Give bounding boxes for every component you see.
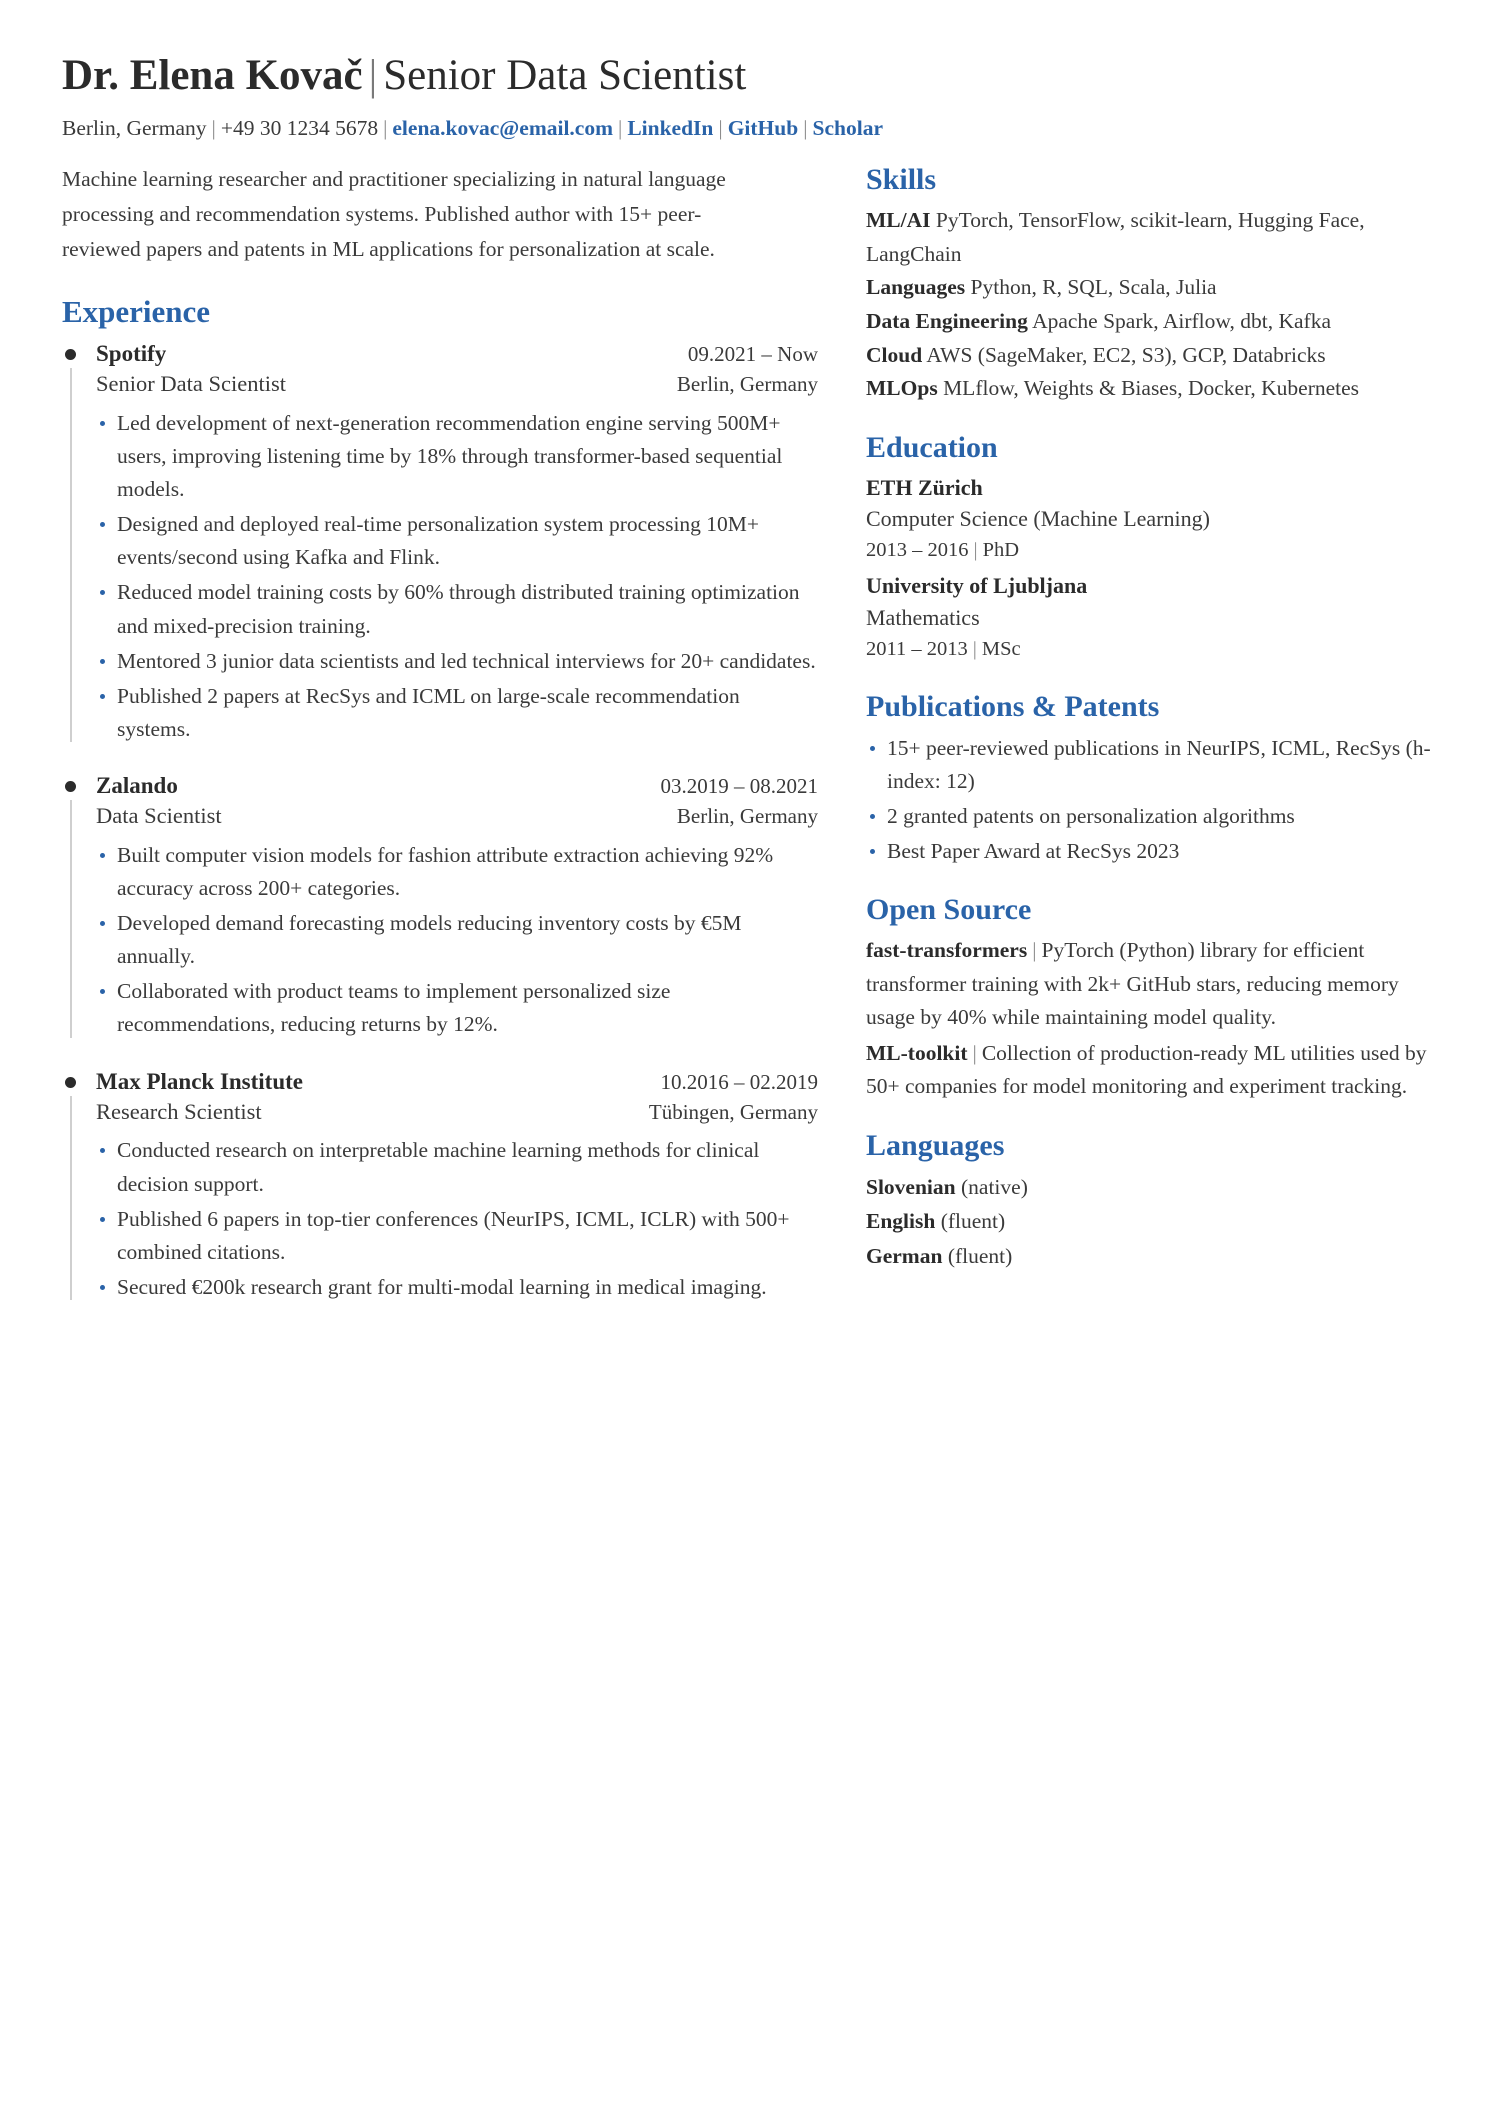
resume-body [62, 162, 1431, 1328]
skill-group [866, 372, 1452, 406]
open-source-list [866, 934, 1452, 1104]
title-separator: | [368, 52, 378, 99]
education-item [866, 570, 1452, 665]
section-title-experience: Experience [62, 293, 211, 329]
right-column [852, 162, 1452, 1273]
experience-item [62, 1066, 818, 1304]
experience-list [62, 338, 818, 1304]
education-school: ETH Zürich [866, 474, 983, 500]
linkedin-link[interactable]: LinkedIn [627, 116, 714, 141]
job-organization: Max Planck Institute [96, 1068, 303, 1094]
job-location: Berlin, Germany [676, 372, 818, 397]
page-title [62, 52, 1425, 100]
education-school: University of Ljubljana [866, 573, 1088, 599]
candidate-title: Senior Data Scientist [383, 52, 747, 99]
publication-item: Best Paper Award at RecSys 2023 [866, 835, 1452, 868]
job-role: Senior Data Scientist [96, 371, 286, 397]
job-bullet-list [96, 839, 818, 1042]
job-header-row [96, 338, 818, 369]
contact-location: Berlin, Germany [62, 116, 207, 141]
job-bullet: Secured €200k research grant for multi-modal learning in medical imaging. [96, 1271, 818, 1304]
job-organization: Spotify [96, 341, 167, 367]
job-dates: 09.2021 – Now [687, 342, 818, 367]
job-bullet: Published 2 papers at RecSys and ICML on large-scale recommendation systems. [96, 680, 818, 746]
skills-list [866, 204, 1452, 405]
education-level: MSc [981, 637, 1021, 660]
skill-group-label: Languages [866, 275, 966, 300]
job-bullet: Developed demand forecasting models reducing inventory costs by €5M annually. [96, 907, 818, 973]
open-source-description: PyTorch (Python) library for efficient transformer training with 2k+ GitHub stars, reducing memory usage by 40% while maintaining model quality. [866, 938, 1399, 1030]
job-subheader-row [96, 1097, 818, 1128]
section-title-languages: Languages [866, 1128, 1005, 1162]
job-header-row [96, 1066, 818, 1097]
language-item [866, 1239, 1452, 1273]
open-source-item [866, 934, 1452, 1035]
education-years: 2013 – 2016 [866, 539, 969, 562]
job-header-row [96, 770, 818, 801]
job-location: Tübingen, Germany [648, 1099, 818, 1124]
open-source-separator: | [972, 1040, 977, 1065]
education-meta [866, 634, 1452, 665]
education-item [866, 472, 1452, 567]
job-bullet: Published 6 papers in top-tier conferences (NeurIPS, ICML, ICLR) with 500+ combined citations. [96, 1203, 818, 1269]
language-name: Slovenian [866, 1174, 956, 1199]
job-bullet: Mentored 3 junior data scientists and led technical interviews for 20+ candidates. [96, 645, 818, 678]
skill-group-label: MLOps [866, 376, 938, 401]
job-bullet: Designed and deployed real-time personalization system processing 10M+ events/second using Kafka and Flink. [96, 508, 818, 574]
skill-group-value: AWS (SageMaker, EC2, S3), GCP, Databricks [926, 342, 1326, 367]
skill-group-value: Python, R, SQL, Scala, Julia [970, 275, 1217, 300]
job-subheader-row [96, 369, 818, 400]
education-degree: Mathematics [866, 605, 980, 631]
job-bullet-list [96, 1134, 818, 1304]
education-degree: Computer Science (Machine Learning) [866, 506, 1210, 532]
education-years: 2011 – 2013 [866, 637, 968, 660]
contact-phone: +49 30 1234 5678 [220, 116, 379, 141]
left-column [62, 162, 852, 1328]
skill-group-value: MLflow, Weights & Biases, Docker, Kubernetes [943, 376, 1360, 401]
open-source-description: Collection of production-ready ML utilities used by 50+ companies for model monitoring and experiment tracking. [866, 1040, 1427, 1099]
language-level: (native) [961, 1174, 1028, 1199]
job-dates: 03.2019 – 08.2021 [660, 774, 818, 799]
job-dates: 10.2016 – 02.2019 [660, 1069, 818, 1094]
education-list [866, 472, 1452, 665]
skill-group-value: Apache Spark, Airflow, dbt, Kafka [1032, 309, 1331, 333]
skill-group [866, 339, 1452, 373]
language-item [866, 1204, 1452, 1238]
publication-item: 15+ peer-reviewed publications in NeurIPS, ICML, RecSys (h-index: 12) [866, 732, 1452, 798]
skill-group-value: PyTorch, TensorFlow, scikit-learn, Hugging Face, LangChain [866, 208, 1365, 266]
job-bullet-list [96, 407, 818, 746]
job-bullet: Collaborated with product teams to implement personalized size recommendations, reducing returns by 12%. [96, 975, 818, 1041]
job-role: Data Scientist [96, 803, 222, 829]
section-title-open-source: Open Source [866, 893, 1032, 927]
publication-item: 2 granted patents on personalization algorithms [866, 800, 1452, 833]
section-title-publications: Publications & Patents [866, 689, 1160, 723]
skill-group-label: Cloud [866, 342, 923, 367]
skill-group-label: ML/AI [866, 208, 931, 233]
languages-list [866, 1170, 1452, 1273]
contact-email-link[interactable]: elena.kovac@email.com [392, 116, 614, 141]
job-organization: Zalando [96, 773, 178, 799]
open-source-separator: | [1032, 938, 1037, 963]
education-separator: | [973, 539, 978, 562]
section-title-education: Education [866, 430, 998, 464]
contact-separator: | [618, 116, 623, 141]
job-bullet: Reduced model training costs by 60% through distributed training optimization and mixed-precision training. [96, 576, 818, 642]
resume-header [62, 52, 1425, 144]
job-bullet: Led development of next-generation recommendation engine serving 500M+ users, improving listening time by 18% through transformer-based sequential models. [96, 407, 818, 506]
open-source-name: ML-toolkit [866, 1040, 968, 1065]
contact-separator: | [803, 116, 808, 141]
skill-group [866, 204, 1452, 271]
education-separator: | [972, 637, 977, 660]
summary-paragraph: Machine learning researcher and practitioner specializing in natural language processing and recommendation systems. Published author with 15+ peer-reviewed papers and patents in ML applications for personalization at scale. [62, 167, 726, 262]
job-role: Research Scientist [96, 1098, 262, 1124]
job-bullet: Built computer vision models for fashion attribute extraction achieving 92% accuracy across 200+ categories. [96, 839, 818, 905]
language-level: (fluent) [940, 1209, 1006, 1234]
open-source-item [866, 1037, 1452, 1104]
language-name: English [866, 1209, 936, 1234]
contact-separator: | [718, 116, 723, 141]
language-name: German [866, 1243, 943, 1268]
experience-item [62, 770, 818, 1042]
job-bullet: Conducted research on interpretable machine learning methods for clinical decision support. [96, 1134, 818, 1200]
skill-group-label: Data Engineering [866, 309, 1028, 333]
publications-list [866, 732, 1452, 868]
contact-line [62, 112, 1425, 144]
experience-item [62, 338, 818, 746]
github-link[interactable]: GitHub [727, 116, 799, 141]
section-title-skills: Skills [866, 163, 937, 197]
job-subheader-row [96, 801, 818, 832]
skill-group [866, 271, 1452, 305]
skill-group [866, 305, 1452, 339]
language-level: (fluent) [947, 1243, 1013, 1268]
open-source-name: fast-transformers [866, 938, 1028, 963]
contact-separator: | [211, 116, 216, 141]
scholar-link[interactable]: Scholar [812, 116, 883, 141]
job-location: Berlin, Germany [676, 804, 818, 829]
language-item [866, 1170, 1452, 1204]
education-level: PhD [982, 539, 1020, 562]
education-meta [866, 535, 1452, 566]
candidate-name: Dr. Elena Kovač [62, 52, 363, 99]
contact-separator: | [383, 116, 388, 141]
